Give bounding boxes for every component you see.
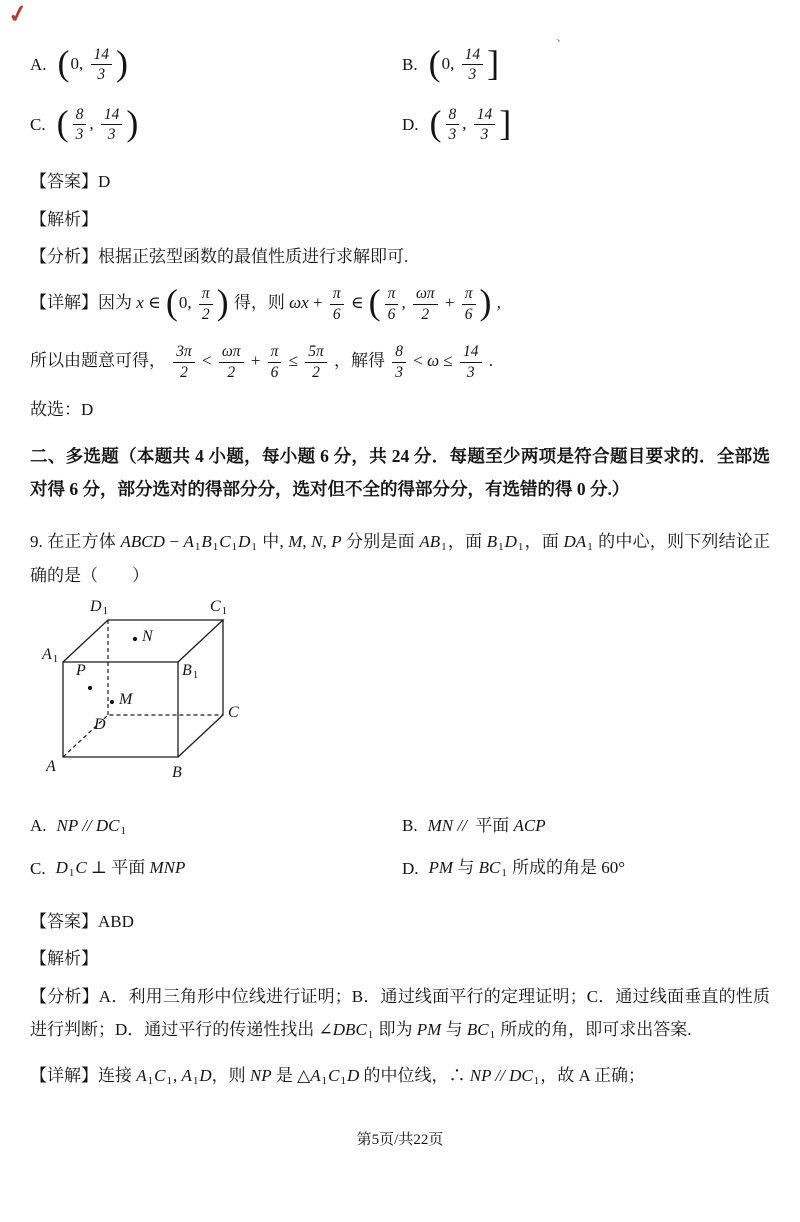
q9-jiexi xyxy=(30,944,770,973)
q9-options-row-1 xyxy=(30,812,770,841)
option-value: (0, $\frac{14}{3}$ ] xyxy=(428,42,500,84)
option-value: D1C ⊥ 平面 MNP xyxy=(55,858,186,880)
option-value: ( $\frac{8}{3}$ , $\frac{14}{3}$ ) xyxy=(56,102,139,144)
answer-label: 【答案】 xyxy=(30,172,98,192)
cube-label-c1: C1 xyxy=(210,597,228,617)
option-label: D. xyxy=(402,114,419,134)
q8-option-d xyxy=(402,102,770,144)
q9-options-row-2 xyxy=(30,854,770,883)
page-number: 第5页/共22页 xyxy=(356,1132,444,1148)
q9-explanation: 【详解】连接 A1C1, A1D，则 NP 是 △A1C1D 的中位线，∴ NP // DC1，故 A 正确； xyxy=(30,1065,646,1087)
q8-option-a xyxy=(30,42,402,84)
section-2-title xyxy=(30,440,770,505)
point-p-dot xyxy=(88,686,92,690)
q8-option-b xyxy=(402,42,770,84)
cube-label-d: D xyxy=(94,715,106,733)
q9-answer xyxy=(30,907,770,936)
q8-answer xyxy=(30,167,770,196)
q9-analysis: 【分析】A．利用三角形中位线进行证明；B．通过线面平行的定理证明；C．通过线面垂直的性质进行判断；D．通过平行的传递性找出 ∠DBC1 即为 PM 与 BC1 所成的角，即可求出答案. xyxy=(30,987,770,1041)
option-value: NP // DC1 xyxy=(56,815,127,837)
answer-value: D xyxy=(98,172,111,192)
option-value: (0, $\frac{14}{3}$ ) xyxy=(57,42,129,84)
cube-label-a: A xyxy=(46,757,56,775)
cube-label-b: B xyxy=(172,763,182,781)
cube-label-m: M xyxy=(119,690,133,708)
stray-mark: 、 xyxy=(556,29,570,44)
option-label: C. xyxy=(30,859,46,878)
cube-label-p: P xyxy=(76,661,86,679)
option-label: A. xyxy=(30,54,47,74)
q8-conclusion xyxy=(30,395,770,424)
option-label: A. xyxy=(30,816,47,836)
red-check-icon: ✓ xyxy=(5,0,31,30)
cube-label-n: N xyxy=(142,627,153,645)
page-footer xyxy=(0,1128,800,1149)
section-title-text: 二、多选题（本题共 4 小题，每小题 6 分，共 24 分．每题至少两项是符合题目要求的．全部选对得 6 分，部分选对的得部分分，选对但不全的得部分分，有选错的得 0 分.） xyxy=(30,446,770,499)
option-label: B. xyxy=(402,816,418,836)
q8-jiexi xyxy=(30,205,770,234)
q9-option-a xyxy=(30,812,402,841)
point-n-dot xyxy=(133,637,137,641)
jiexi-label: 【解析】 xyxy=(30,209,98,229)
option-label: B. xyxy=(402,54,418,74)
q9-option-c xyxy=(30,854,402,883)
answer-label: 【答案】 xyxy=(30,911,98,931)
q9-stem: 9. 在正方体 ABCD − A1B1C1D1 中, M, N, P 分别是面 AB1，面 B1D1，面 DA1 的中心，则下列结论正确的是（ ） xyxy=(30,532,771,585)
option-value: MN // 平面 ACP xyxy=(427,816,546,836)
option-label: D. xyxy=(402,859,419,878)
q9-option-d xyxy=(402,854,770,883)
cube-label-d1: D1 xyxy=(90,597,109,617)
jiexi-label: 【解析】 xyxy=(30,949,98,969)
point-m-dot xyxy=(110,700,114,704)
conclusion-text: 故选：D xyxy=(30,400,94,420)
q8-explanation-line1: 【详解】因为 x ∈ (0, $\frac{\pi}{2}$ ) 得，则 ωx + $\frac{\pi}{6}$ ∈ ( $\frac{\pi}{6}$ , $\frac{\omega\pi}{2}$ + $\frac{\pi}{6}$ ) , xyxy=(30,282,502,323)
q8-analysis xyxy=(30,242,770,271)
q8-options-row-2 xyxy=(30,102,770,144)
answer-value: ABD xyxy=(98,911,134,931)
option-label: C. xyxy=(30,114,46,134)
q9-option-b xyxy=(402,812,770,841)
q8-option-c xyxy=(30,102,402,144)
cube-svg xyxy=(40,602,300,798)
q8-explanation-line2: 所以由题意可得， $\frac{3\pi}{2}$ < $\frac{\omega\pi}{2}$ + $\frac{\pi}{6}$ ≤ $\frac{5\pi}{2}$ ，解得 $\frac{8}{3}$ < ω ≤ $\frac{14}{3}$ . xyxy=(30,343,493,381)
option-value: ( $\frac{8}{3}$ , $\frac{14}{3}$ ] xyxy=(429,102,512,144)
option-value: PM 与 BC1 所成的角是 60° xyxy=(428,858,626,880)
analysis-text: 【分析】根据正弦型函数的最值性质进行求解即可. xyxy=(30,246,409,266)
cube-label-b1: B1 xyxy=(182,661,199,681)
q8-options-row-1 xyxy=(30,42,770,84)
cube-label-c: C xyxy=(228,703,239,721)
cube-label-a1: A1 xyxy=(42,645,59,665)
cube-figure xyxy=(40,597,300,798)
